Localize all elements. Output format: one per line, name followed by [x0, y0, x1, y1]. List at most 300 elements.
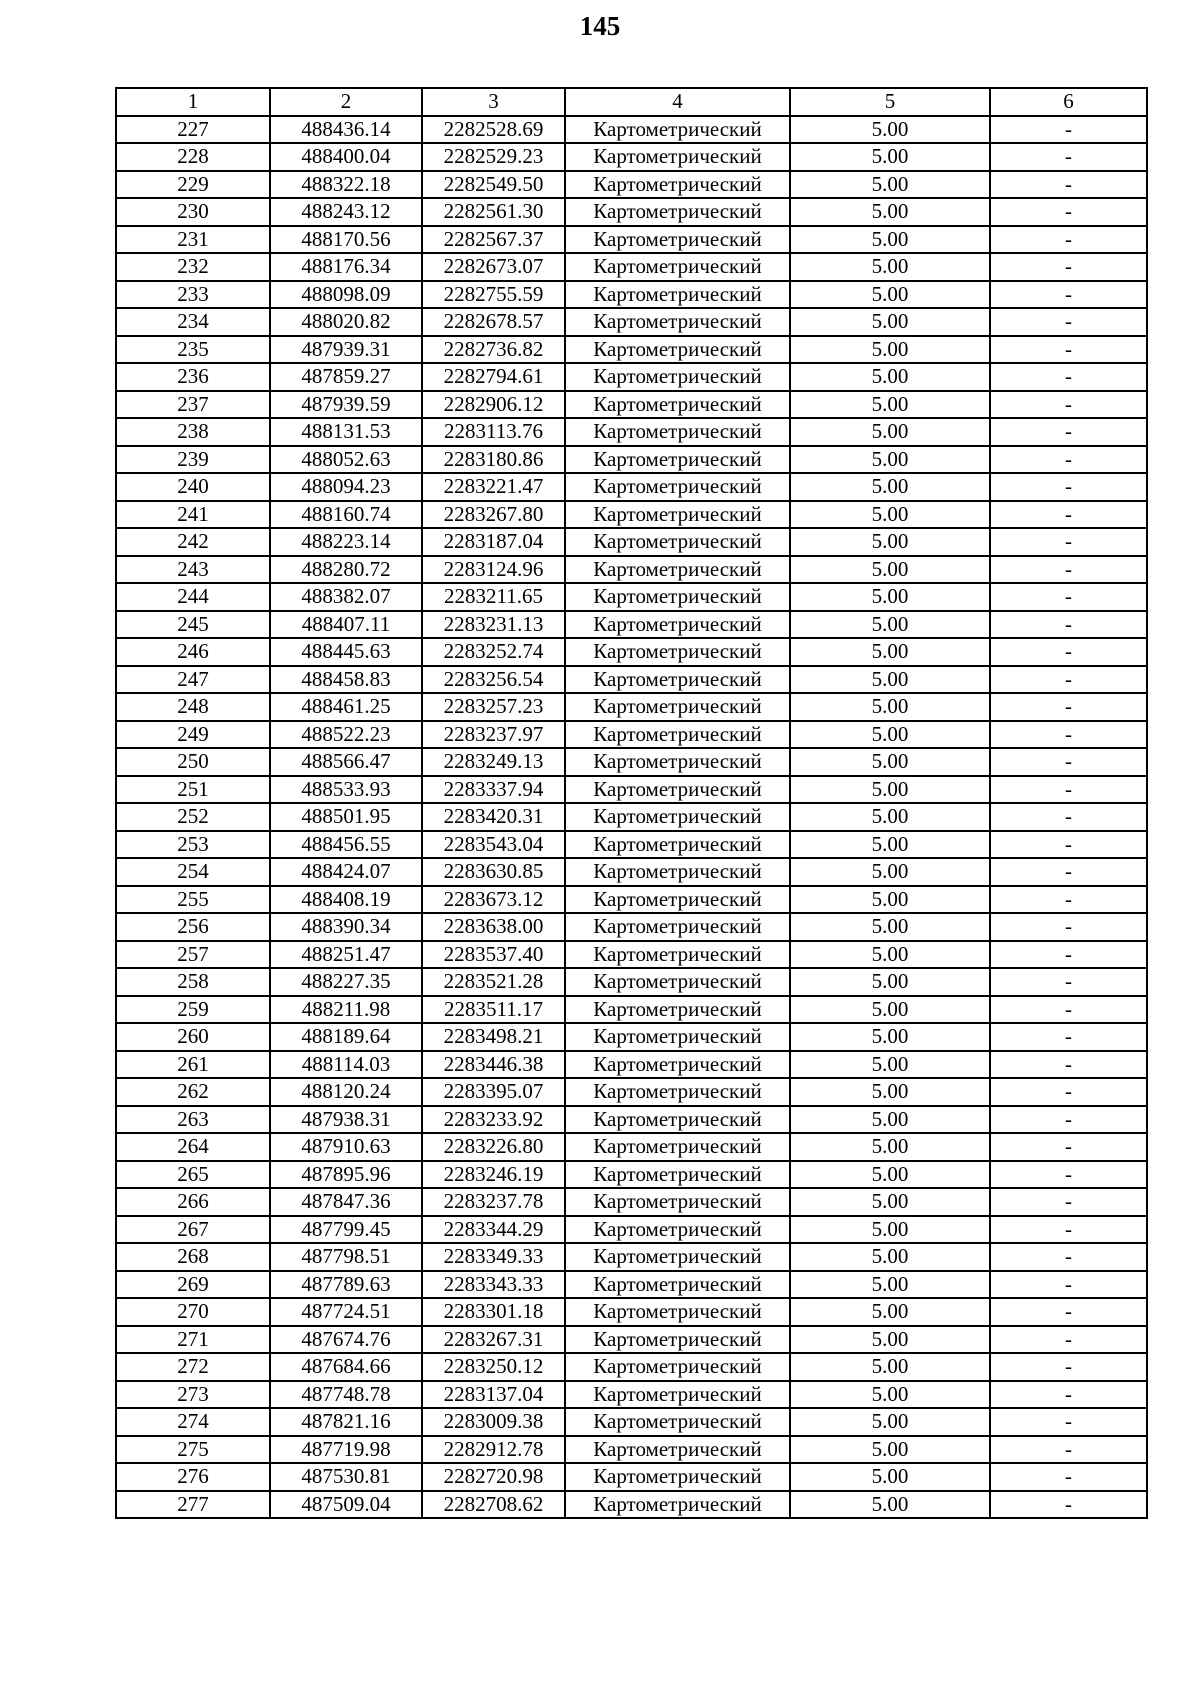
x-coordinate-cell: 487859.27 [270, 363, 422, 391]
x-coordinate-cell: 487798.51 [270, 1243, 422, 1271]
method-cell: Картометрический [565, 1381, 790, 1409]
table-row [116, 226, 1147, 254]
table-row [116, 721, 1147, 749]
y-coordinate-cell: 2283226.80 [422, 1133, 565, 1161]
accuracy-cell: 5.00 [790, 721, 990, 749]
note-cell: - [990, 391, 1147, 419]
note-cell: - [990, 116, 1147, 144]
method-cell: Картометрический [565, 336, 790, 364]
method-cell: Картометрический [565, 226, 790, 254]
table-row [116, 776, 1147, 804]
y-coordinate-cell: 2282736.82 [422, 336, 565, 364]
point-number-cell: 227 [116, 116, 270, 144]
method-cell: Картометрический [565, 611, 790, 639]
note-cell: - [990, 446, 1147, 474]
method-cell: Картометрический [565, 528, 790, 556]
table-row [116, 1161, 1147, 1189]
y-coordinate-cell: 2282755.59 [422, 281, 565, 309]
accuracy-cell: 5.00 [790, 913, 990, 941]
y-coordinate-cell: 2283343.33 [422, 1271, 565, 1299]
note-cell: - [990, 501, 1147, 529]
accuracy-cell: 5.00 [790, 1106, 990, 1134]
y-coordinate-cell: 2282561.30 [422, 198, 565, 226]
accuracy-cell: 5.00 [790, 611, 990, 639]
method-cell: Картометрический [565, 693, 790, 721]
accuracy-cell: 5.00 [790, 556, 990, 584]
note-cell: - [990, 226, 1147, 254]
point-number-cell: 239 [116, 446, 270, 474]
method-cell: Картометрический [565, 886, 790, 914]
method-cell: Картометрический [565, 1023, 790, 1051]
accuracy-cell: 5.00 [790, 116, 990, 144]
note-cell: - [990, 583, 1147, 611]
x-coordinate-cell: 487748.78 [270, 1381, 422, 1409]
y-coordinate-cell: 2283137.04 [422, 1381, 565, 1409]
y-coordinate-cell: 2283349.33 [422, 1243, 565, 1271]
accuracy-cell: 5.00 [790, 391, 990, 419]
accuracy-cell: 5.00 [790, 1161, 990, 1189]
note-cell: - [990, 556, 1147, 584]
table-row [116, 1188, 1147, 1216]
accuracy-cell: 5.00 [790, 1133, 990, 1161]
method-cell: Картометрический [565, 1161, 790, 1189]
method-cell: Картометрический [565, 1463, 790, 1491]
point-number-cell: 256 [116, 913, 270, 941]
x-coordinate-cell: 488566.47 [270, 748, 422, 776]
x-coordinate-cell: 487719.98 [270, 1436, 422, 1464]
x-coordinate-cell: 488176.34 [270, 253, 422, 281]
y-coordinate-cell: 2283267.31 [422, 1326, 565, 1354]
accuracy-cell: 5.00 [790, 253, 990, 281]
accuracy-cell: 5.00 [790, 1051, 990, 1079]
x-coordinate-cell: 488170.56 [270, 226, 422, 254]
method-cell: Картометрический [565, 1271, 790, 1299]
point-number-cell: 262 [116, 1078, 270, 1106]
note-cell: - [990, 363, 1147, 391]
x-coordinate-cell: 488456.55 [270, 831, 422, 859]
x-coordinate-cell: 488382.07 [270, 583, 422, 611]
method-cell: Картометрический [565, 913, 790, 941]
table-body [116, 116, 1147, 1519]
method-cell: Картометрический [565, 1408, 790, 1436]
table-row [116, 446, 1147, 474]
table-row [116, 528, 1147, 556]
table-row [116, 1271, 1147, 1299]
x-coordinate-cell: 488390.34 [270, 913, 422, 941]
table-row [116, 913, 1147, 941]
method-cell: Картометрический [565, 996, 790, 1024]
accuracy-cell: 5.00 [790, 363, 990, 391]
y-coordinate-cell: 2283344.29 [422, 1216, 565, 1244]
y-coordinate-cell: 2283252.74 [422, 638, 565, 666]
accuracy-cell: 5.00 [790, 308, 990, 336]
point-number-cell: 277 [116, 1491, 270, 1519]
table-row [116, 253, 1147, 281]
method-cell: Картометрический [565, 1298, 790, 1326]
method-cell: Картометрический [565, 198, 790, 226]
note-cell: - [990, 1381, 1147, 1409]
y-coordinate-cell: 2283211.65 [422, 583, 565, 611]
table-row [116, 171, 1147, 199]
accuracy-cell: 5.00 [790, 886, 990, 914]
point-number-cell: 269 [116, 1271, 270, 1299]
accuracy-cell: 5.00 [790, 1408, 990, 1436]
table-row [116, 336, 1147, 364]
accuracy-cell: 5.00 [790, 1491, 990, 1519]
method-cell: Картометрический [565, 253, 790, 281]
table-row [116, 501, 1147, 529]
point-number-cell: 268 [116, 1243, 270, 1271]
x-coordinate-cell: 488098.09 [270, 281, 422, 309]
y-coordinate-cell: 2283221.47 [422, 473, 565, 501]
accuracy-cell: 5.00 [790, 1271, 990, 1299]
y-coordinate-cell: 2283246.19 [422, 1161, 565, 1189]
method-cell: Картометрический [565, 1326, 790, 1354]
y-coordinate-cell: 2282549.50 [422, 171, 565, 199]
y-coordinate-cell: 2283124.96 [422, 556, 565, 584]
method-cell: Картометрический [565, 1353, 790, 1381]
note-cell: - [990, 308, 1147, 336]
note-cell: - [990, 1298, 1147, 1326]
point-number-cell: 263 [116, 1106, 270, 1134]
point-number-cell: 257 [116, 941, 270, 969]
point-number-cell: 235 [116, 336, 270, 364]
note-cell: - [990, 858, 1147, 886]
y-coordinate-cell: 2282720.98 [422, 1463, 565, 1491]
accuracy-cell: 5.00 [790, 1326, 990, 1354]
method-cell: Картометрический [565, 1243, 790, 1271]
x-coordinate-cell: 487821.16 [270, 1408, 422, 1436]
y-coordinate-cell: 2283395.07 [422, 1078, 565, 1106]
method-cell: Картометрический [565, 171, 790, 199]
x-coordinate-cell: 488223.14 [270, 528, 422, 556]
point-number-cell: 242 [116, 528, 270, 556]
point-number-cell: 267 [116, 1216, 270, 1244]
method-cell: Картометрический [565, 583, 790, 611]
column-header: 4 [565, 88, 790, 116]
accuracy-cell: 5.00 [790, 1216, 990, 1244]
method-cell: Картометрический [565, 803, 790, 831]
note-cell: - [990, 941, 1147, 969]
accuracy-cell: 5.00 [790, 748, 990, 776]
method-cell: Картометрический [565, 1188, 790, 1216]
column-header: 1 [116, 88, 270, 116]
method-cell: Картометрический [565, 941, 790, 969]
x-coordinate-cell: 487724.51 [270, 1298, 422, 1326]
accuracy-cell: 5.00 [790, 1463, 990, 1491]
table-row [116, 198, 1147, 226]
y-coordinate-cell: 2283673.12 [422, 886, 565, 914]
x-coordinate-cell: 488120.24 [270, 1078, 422, 1106]
method-cell: Картометрический [565, 748, 790, 776]
y-coordinate-cell: 2282528.69 [422, 116, 565, 144]
y-coordinate-cell: 2283446.38 [422, 1051, 565, 1079]
y-coordinate-cell: 2283256.54 [422, 666, 565, 694]
accuracy-cell: 5.00 [790, 968, 990, 996]
point-number-cell: 273 [116, 1381, 270, 1409]
note-cell: - [990, 968, 1147, 996]
table-row [116, 1298, 1147, 1326]
accuracy-cell: 5.00 [790, 1436, 990, 1464]
x-coordinate-cell: 488094.23 [270, 473, 422, 501]
x-coordinate-cell: 487938.31 [270, 1106, 422, 1134]
x-coordinate-cell: 488445.63 [270, 638, 422, 666]
table-row [116, 556, 1147, 584]
accuracy-cell: 5.00 [790, 501, 990, 529]
table-row [116, 1078, 1147, 1106]
x-coordinate-cell: 487509.04 [270, 1491, 422, 1519]
y-coordinate-cell: 2283113.76 [422, 418, 565, 446]
accuracy-cell: 5.00 [790, 858, 990, 886]
y-coordinate-cell: 2283267.80 [422, 501, 565, 529]
note-cell: - [990, 1463, 1147, 1491]
method-cell: Картометрический [565, 1078, 790, 1106]
point-number-cell: 254 [116, 858, 270, 886]
accuracy-cell: 5.00 [790, 336, 990, 364]
note-cell: - [990, 638, 1147, 666]
table-row [116, 1023, 1147, 1051]
y-coordinate-cell: 2283630.85 [422, 858, 565, 886]
point-number-cell: 231 [116, 226, 270, 254]
column-header: 2 [270, 88, 422, 116]
method-cell: Картометрический [565, 143, 790, 171]
note-cell: - [990, 473, 1147, 501]
x-coordinate-cell: 488251.47 [270, 941, 422, 969]
point-number-cell: 236 [116, 363, 270, 391]
note-cell: - [990, 1243, 1147, 1271]
y-coordinate-cell: 2283233.92 [422, 1106, 565, 1134]
accuracy-cell: 5.00 [790, 226, 990, 254]
method-cell: Картометрический [565, 556, 790, 584]
note-cell: - [990, 198, 1147, 226]
note-cell: - [990, 776, 1147, 804]
point-number-cell: 265 [116, 1161, 270, 1189]
x-coordinate-cell: 488458.83 [270, 666, 422, 694]
table-row [116, 666, 1147, 694]
method-cell: Картометрический [565, 1436, 790, 1464]
note-cell: - [990, 1106, 1147, 1134]
accuracy-cell: 5.00 [790, 776, 990, 804]
point-number-cell: 261 [116, 1051, 270, 1079]
point-number-cell: 259 [116, 996, 270, 1024]
note-cell: - [990, 1353, 1147, 1381]
note-cell: - [990, 693, 1147, 721]
note-cell: - [990, 1491, 1147, 1519]
y-coordinate-cell: 2283420.31 [422, 803, 565, 831]
table-row [116, 1243, 1147, 1271]
point-number-cell: 270 [116, 1298, 270, 1326]
note-cell: - [990, 886, 1147, 914]
table-row [116, 1216, 1147, 1244]
table-row [116, 611, 1147, 639]
y-coordinate-cell: 2282673.07 [422, 253, 565, 281]
table-row [116, 968, 1147, 996]
table-row [116, 1106, 1147, 1134]
coordinates-table [115, 87, 1148, 1519]
x-coordinate-cell: 488160.74 [270, 501, 422, 529]
table-row [116, 693, 1147, 721]
x-coordinate-cell: 487789.63 [270, 1271, 422, 1299]
accuracy-cell: 5.00 [790, 693, 990, 721]
x-coordinate-cell: 487847.36 [270, 1188, 422, 1216]
point-number-cell: 271 [116, 1326, 270, 1354]
x-coordinate-cell: 487939.59 [270, 391, 422, 419]
x-coordinate-cell: 487530.81 [270, 1463, 422, 1491]
accuracy-cell: 5.00 [790, 1381, 990, 1409]
point-number-cell: 272 [116, 1353, 270, 1381]
note-cell: - [990, 1023, 1147, 1051]
point-number-cell: 233 [116, 281, 270, 309]
method-cell: Картометрический [565, 968, 790, 996]
x-coordinate-cell: 487684.66 [270, 1353, 422, 1381]
table-row [116, 1491, 1147, 1519]
accuracy-cell: 5.00 [790, 583, 990, 611]
point-number-cell: 253 [116, 831, 270, 859]
point-number-cell: 260 [116, 1023, 270, 1051]
note-cell: - [990, 1271, 1147, 1299]
note-cell: - [990, 528, 1147, 556]
method-cell: Картометрический [565, 638, 790, 666]
method-cell: Картометрический [565, 308, 790, 336]
note-cell: - [990, 171, 1147, 199]
point-number-cell: 229 [116, 171, 270, 199]
x-coordinate-cell: 488131.53 [270, 418, 422, 446]
accuracy-cell: 5.00 [790, 281, 990, 309]
point-number-cell: 258 [116, 968, 270, 996]
method-cell: Картометрический [565, 776, 790, 804]
table-row [116, 831, 1147, 859]
method-cell: Картометрический [565, 1216, 790, 1244]
method-cell: Картометрический [565, 1051, 790, 1079]
accuracy-cell: 5.00 [790, 1243, 990, 1271]
accuracy-cell: 5.00 [790, 996, 990, 1024]
y-coordinate-cell: 2283301.18 [422, 1298, 565, 1326]
accuracy-cell: 5.00 [790, 941, 990, 969]
x-coordinate-cell: 488408.19 [270, 886, 422, 914]
y-coordinate-cell: 2283237.78 [422, 1188, 565, 1216]
point-number-cell: 251 [116, 776, 270, 804]
table-header-row [116, 88, 1147, 116]
x-coordinate-cell: 488501.95 [270, 803, 422, 831]
table-row [116, 941, 1147, 969]
y-coordinate-cell: 2283257.23 [422, 693, 565, 721]
accuracy-cell: 5.00 [790, 803, 990, 831]
y-coordinate-cell: 2283250.12 [422, 1353, 565, 1381]
x-coordinate-cell: 488522.23 [270, 721, 422, 749]
note-cell: - [990, 748, 1147, 776]
x-coordinate-cell: 488052.63 [270, 446, 422, 474]
point-number-cell: 240 [116, 473, 270, 501]
point-number-cell: 244 [116, 583, 270, 611]
table-row [116, 418, 1147, 446]
y-coordinate-cell: 2283521.28 [422, 968, 565, 996]
note-cell: - [990, 418, 1147, 446]
y-coordinate-cell: 2283498.21 [422, 1023, 565, 1051]
point-number-cell: 243 [116, 556, 270, 584]
accuracy-cell: 5.00 [790, 198, 990, 226]
x-coordinate-cell: 488407.11 [270, 611, 422, 639]
method-cell: Картометрический [565, 666, 790, 694]
point-number-cell: 274 [116, 1408, 270, 1436]
accuracy-cell: 5.00 [790, 418, 990, 446]
table-row [116, 281, 1147, 309]
x-coordinate-cell: 487799.45 [270, 1216, 422, 1244]
point-number-cell: 255 [116, 886, 270, 914]
accuracy-cell: 5.00 [790, 1298, 990, 1326]
column-header: 6 [990, 88, 1147, 116]
table-row [116, 1353, 1147, 1381]
page-number: 145 [579, 11, 621, 41]
y-coordinate-cell: 2282567.37 [422, 226, 565, 254]
x-coordinate-cell: 487895.96 [270, 1161, 422, 1189]
table-row [116, 116, 1147, 144]
accuracy-cell: 5.00 [790, 143, 990, 171]
x-coordinate-cell: 488114.03 [270, 1051, 422, 1079]
method-cell: Картометрический [565, 446, 790, 474]
table-row [116, 996, 1147, 1024]
x-coordinate-cell: 488533.93 [270, 776, 422, 804]
x-coordinate-cell: 487674.76 [270, 1326, 422, 1354]
x-coordinate-cell: 488400.04 [270, 143, 422, 171]
table-row [116, 1133, 1147, 1161]
method-cell: Картометрический [565, 721, 790, 749]
table-row [116, 858, 1147, 886]
note-cell: - [990, 1216, 1147, 1244]
method-cell: Картометрический [565, 1133, 790, 1161]
column-header: 5 [790, 88, 990, 116]
note-cell: - [990, 831, 1147, 859]
point-number-cell: 252 [116, 803, 270, 831]
table-row [116, 1436, 1147, 1464]
note-cell: - [990, 1161, 1147, 1189]
note-cell: - [990, 1408, 1147, 1436]
y-coordinate-cell: 2282708.62 [422, 1491, 565, 1519]
note-cell: - [990, 611, 1147, 639]
point-number-cell: 276 [116, 1463, 270, 1491]
note-cell: - [990, 1078, 1147, 1106]
table-row [116, 1381, 1147, 1409]
accuracy-cell: 5.00 [790, 473, 990, 501]
point-number-cell: 264 [116, 1133, 270, 1161]
note-cell: - [990, 1188, 1147, 1216]
method-cell: Картометрический [565, 501, 790, 529]
table-row [116, 143, 1147, 171]
table-row [116, 638, 1147, 666]
accuracy-cell: 5.00 [790, 1188, 990, 1216]
note-cell: - [990, 143, 1147, 171]
method-cell: Картометрический [565, 116, 790, 144]
y-coordinate-cell: 2283231.13 [422, 611, 565, 639]
y-coordinate-cell: 2282906.12 [422, 391, 565, 419]
note-cell: - [990, 1326, 1147, 1354]
table-row [116, 308, 1147, 336]
y-coordinate-cell: 2283638.00 [422, 913, 565, 941]
table-row [116, 886, 1147, 914]
note-cell: - [990, 913, 1147, 941]
method-cell: Картометрический [565, 858, 790, 886]
note-cell: - [990, 666, 1147, 694]
point-number-cell: 250 [116, 748, 270, 776]
method-cell: Картометрический [565, 831, 790, 859]
accuracy-cell: 5.00 [790, 638, 990, 666]
method-cell: Картометрический [565, 281, 790, 309]
point-number-cell: 266 [116, 1188, 270, 1216]
accuracy-cell: 5.00 [790, 446, 990, 474]
table-row [116, 1326, 1147, 1354]
x-coordinate-cell: 488322.18 [270, 171, 422, 199]
table-row [116, 1408, 1147, 1436]
x-coordinate-cell: 487939.31 [270, 336, 422, 364]
